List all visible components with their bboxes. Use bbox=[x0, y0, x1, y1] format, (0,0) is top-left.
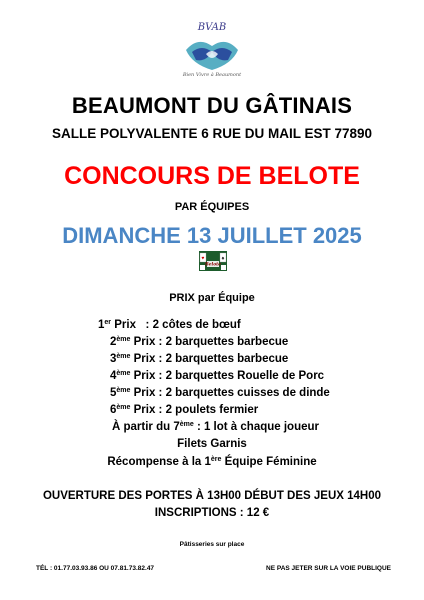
event-format: PAR ÉQUIPES bbox=[174, 201, 250, 213]
venue-address: SALLE POLYVALENTE 6 RUE DU MAIL EST 77890 bbox=[51, 126, 373, 141]
prize-description: 2 barquettes cuisses de dinde bbox=[165, 387, 330, 399]
prize-item-1: 1er Prix : 2 côtes de bœuf bbox=[98, 319, 241, 331]
prize-description: 2 barquettes barbecue bbox=[165, 353, 289, 365]
contact-phone: TÉL : 01.77.03.93.86 OU 07.81.73.82.47 bbox=[36, 565, 155, 572]
svg-text:♠: ♠ bbox=[221, 255, 225, 262]
belote-cards-icon bbox=[199, 251, 227, 271]
prize-item-2: 2ème Prix : 2 barquettes barbecue bbox=[110, 336, 289, 348]
prize-from-7: À partir du 7ème : 1 lot à chaque joueur bbox=[112, 421, 319, 433]
belote-badge-label: Belote bbox=[205, 262, 221, 268]
prizes-heading: PRIX par Équipe bbox=[169, 292, 255, 304]
prize-description: 2 côtes de bœuf bbox=[152, 319, 241, 331]
prize-item-4: 4ème Prix : 2 barquettes Rouelle de Porc bbox=[110, 370, 325, 382]
prize-item-5: 5ème Prix : 2 barquettes cuisses de dinde bbox=[110, 387, 330, 399]
logo-monogram: BVAB bbox=[197, 22, 227, 33]
registration-fee: INSCRIPTIONS : 12 € bbox=[154, 507, 270, 519]
prize-filets: Filets Garnis bbox=[177, 438, 247, 450]
pastries-note: Pâtisseries sur place bbox=[179, 541, 245, 548]
prize-item-3: 3ème Prix : 2 barquettes barbecue bbox=[110, 353, 289, 365]
event-title: CONCOURS DE BELOTE bbox=[64, 162, 360, 190]
opening-times: OUVERTURE DES PORTES À 13H00 DÉBUT DES JEUX 14H00 bbox=[42, 490, 382, 502]
prize-description: 2 barquettes barbecue bbox=[165, 336, 289, 348]
town-title: BEAUMONT DU GÂTINAIS bbox=[71, 93, 353, 118]
svg-text:♥: ♥ bbox=[201, 255, 205, 262]
logo-caption: Bien Vivre à Beaumont bbox=[182, 72, 242, 78]
prize-description: 2 barquettes Rouelle de Porc bbox=[165, 370, 325, 382]
prize-women-team: Récompense à la 1ère Équipe Féminine bbox=[107, 456, 317, 468]
prize-item-6: 6ème Prix : 2 poulets fermier bbox=[110, 404, 259, 416]
litter-notice: NE PAS JETER SUR LA VOIE PUBLIQUE bbox=[266, 565, 391, 572]
prize-description: 2 poulets fermier bbox=[165, 404, 259, 416]
event-date: DIMANCHE 13 JUILLET 2025 bbox=[62, 223, 362, 248]
